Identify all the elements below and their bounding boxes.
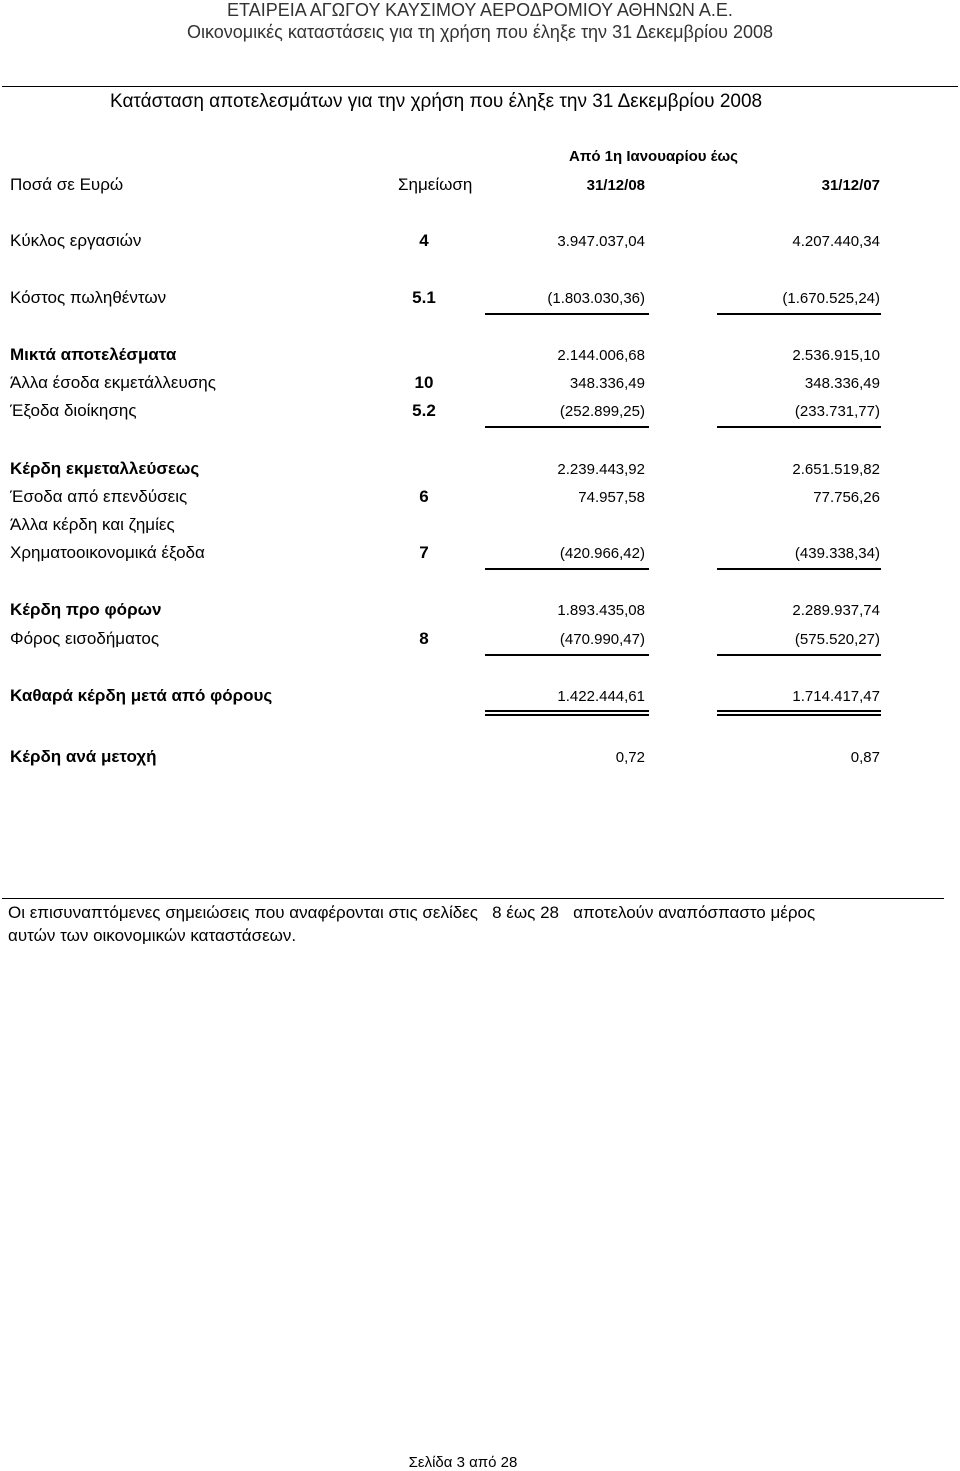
row-value-2008-finance-costs: (420.966,42) <box>559 545 645 562</box>
subtotal-rule <box>485 313 649 315</box>
row-value-2007-investment-income: 77.756,26 <box>813 489 880 506</box>
statement-title: Κατάσταση αποτελεσμάτων για την χρήση που έληξε την 31 Δεκεμβρίου 2008 <box>110 91 763 112</box>
row-note-investment-income: 6 <box>419 487 429 506</box>
row-note-administrative-expenses: 5.2 <box>412 401 436 420</box>
row-label-income-tax: Φόρος εισοδήματος <box>10 629 160 648</box>
row-value-2007-net-profit: 1.714.417,47 <box>792 688 880 705</box>
double-underline <box>717 714 881 716</box>
row-value-2007-income-tax: (575.520,27) <box>794 631 880 648</box>
subtotal-rule <box>485 654 649 656</box>
row-label-administrative-expenses: Έξοδα διοίκησης <box>10 401 137 420</box>
page-number: Σελίδα 3 από 28 <box>408 1454 518 1471</box>
subtotal-rule <box>717 313 881 315</box>
row-value-2007-finance-costs: (439.338,34) <box>794 545 880 562</box>
column-header-2008: 31/12/08 <box>586 177 645 194</box>
company-name: ΕΤΑΙΡΕΙΑ ΑΓΩΓΟΥ ΚΑΥΣΙΜΟΥ ΑΕΡΟΔΡΟΜΙΟΥ ΑΘΗΝΩΝ Α.Ε. <box>227 0 733 20</box>
row-label-operating-profit: Κέρδη εκμεταλλεύσεως <box>10 459 200 478</box>
row-label-gross-profit: Μικτά αποτελέσματα <box>10 345 177 364</box>
double-underline <box>485 714 649 716</box>
row-value-2007-cost-of-sales: (1.670.525,24) <box>782 290 880 307</box>
title-rule <box>2 86 958 87</box>
row-label-earnings-per-share: Κέρδη ανά μετοχή <box>10 747 157 766</box>
row-label-other-gains-losses: Άλλα κέρδη και ζημίες <box>10 515 175 534</box>
row-value-2007-revenue: 4.207.440,34 <box>792 233 880 250</box>
row-label-other-operating-income: Άλλα έσοδα εκμετάλλευσης <box>10 373 216 392</box>
row-note-other-operating-income: 10 <box>414 373 434 392</box>
row-value-2008-earnings-per-share: 0,72 <box>615 749 645 766</box>
row-label-revenue: Κύκλος εργασιών <box>10 231 142 250</box>
row-value-2008-gross-profit: 2.144.006,68 <box>557 347 645 364</box>
row-note-finance-costs: 7 <box>419 543 429 562</box>
row-label-profit-before-tax: Κέρδη προ φόρων <box>10 600 162 619</box>
row-value-2007-administrative-expenses: (233.731,77) <box>794 403 880 420</box>
row-label-finance-costs: Χρηματοοικονομικά έξοδα <box>10 543 205 562</box>
subtotal-rule <box>717 426 881 428</box>
row-value-2007-gross-profit: 2.536.915,10 <box>792 347 880 364</box>
row-value-2008-administrative-expenses: (252.899,25) <box>559 403 645 420</box>
row-note-revenue: 4 <box>419 231 429 250</box>
row-value-2008-income-tax: (470.990,47) <box>559 631 645 648</box>
row-note-cost-of-sales: 5.1 <box>412 288 436 307</box>
document-subtitle: Οικονομικές καταστάσεις για τη χρήση που έληξε την 31 Δεκεμβρίου 2008 <box>186 22 774 42</box>
row-value-2008-net-profit: 1.422.444,61 <box>557 688 645 705</box>
footnote-line-2: αυτών των οικονομικών καταστάσεων. <box>8 926 297 945</box>
row-label-net-profit: Καθαρά κέρδη μετά από φόρους <box>10 686 273 705</box>
row-note-income-tax: 8 <box>419 629 429 648</box>
row-label-investment-income: Έσοδα από επενδύσεις <box>10 487 188 506</box>
row-value-2007-operating-profit: 2.651.519,82 <box>792 461 880 478</box>
subtotal-rule <box>485 568 649 570</box>
column-header-2007: 31/12/07 <box>821 177 880 194</box>
subtotal-rule <box>485 426 649 428</box>
row-value-2008-cost-of-sales: (1.803.030,36) <box>547 290 645 307</box>
period-label: Από 1η Ιανουαρίου έως <box>569 148 738 165</box>
row-value-2008-revenue: 3.947.037,04 <box>557 233 645 250</box>
row-value-2008-profit-before-tax: 1.893.435,08 <box>557 602 645 619</box>
row-value-2007-other-operating-income: 348.336,49 <box>804 375 880 392</box>
row-value-2007-profit-before-tax: 2.289.937,74 <box>792 602 880 619</box>
row-value-2008-operating-profit: 2.239.443,92 <box>557 461 645 478</box>
double-underline <box>717 710 881 712</box>
double-underline <box>485 710 649 712</box>
amounts-label: Ποσά σε Ευρώ <box>10 175 124 194</box>
note-column-header: Σημείωση <box>398 175 473 194</box>
footnote-line-1: Οι επισυναπτόμενες σημειώσεις που αναφέρονται στις σελίδες 8 έως 28 αποτελούν αναπόσπαστο μέρος <box>8 903 816 922</box>
row-value-2008-investment-income: 74.957,58 <box>578 489 645 506</box>
row-value-2008-other-operating-income: 348.336,49 <box>569 375 645 392</box>
footnote-rule <box>2 898 944 899</box>
row-value-2007-earnings-per-share: 0,87 <box>850 749 880 766</box>
subtotal-rule <box>717 654 881 656</box>
row-label-cost-of-sales: Κόστος πωληθέντων <box>10 288 167 307</box>
subtotal-rule <box>717 568 881 570</box>
